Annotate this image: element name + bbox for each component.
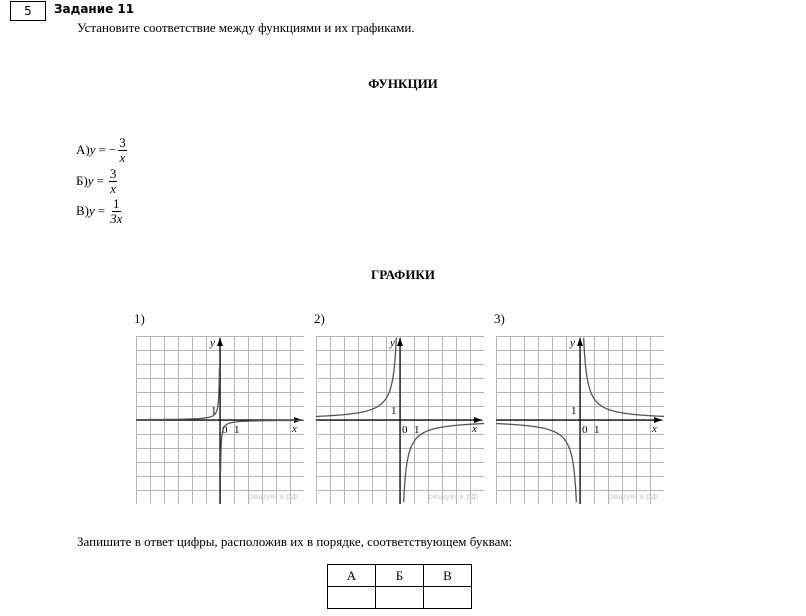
answer-cell-c[interactable] bbox=[424, 587, 472, 609]
function-fraction bbox=[110, 197, 122, 226]
graph-2 bbox=[316, 336, 484, 504]
function-lhs: y bbox=[89, 203, 95, 218]
function-label: А) bbox=[76, 142, 90, 157]
fraction-denominator: x bbox=[110, 180, 117, 196]
task-instruction: Установите соответствие между функциями и их графиками. bbox=[77, 20, 415, 35]
answer-table bbox=[327, 564, 472, 609]
x-axis-label: x bbox=[472, 423, 477, 435]
graph-1 bbox=[136, 336, 304, 504]
y-axis-arrow bbox=[217, 338, 223, 346]
y-axis-label: y bbox=[210, 337, 215, 349]
function-fraction bbox=[109, 167, 118, 196]
y-unit-label: 1 bbox=[571, 405, 577, 417]
graph-1-label: 1) bbox=[134, 311, 145, 326]
task-number-box: 5 bbox=[10, 1, 46, 21]
fraction-denominator: 3x bbox=[110, 210, 123, 226]
origin-label: 0 bbox=[402, 424, 408, 436]
fraction-denominator: x bbox=[119, 149, 126, 165]
y-axis-arrow bbox=[577, 338, 583, 346]
x-axis-label: x bbox=[292, 423, 297, 435]
x-unit-label: 1 bbox=[414, 424, 420, 436]
answer-header-c: В bbox=[424, 565, 472, 587]
function-c: В) y = $\frac{1}{3x}$ bbox=[76, 195, 123, 226]
fraction-numerator: 3 bbox=[109, 165, 117, 181]
function-fraction bbox=[118, 136, 127, 165]
graph-3 bbox=[496, 336, 664, 504]
x-unit-label: 1 bbox=[234, 424, 240, 436]
y-unit-label: 1 bbox=[391, 405, 397, 417]
y-unit-label: 1 bbox=[211, 405, 217, 417]
origin-label: 0 bbox=[222, 424, 228, 436]
function-sign: − bbox=[108, 142, 117, 157]
function-a: А) y = − $\frac{3}{x}$ bbox=[76, 134, 126, 165]
y-axis-label: y bbox=[570, 337, 575, 349]
fraction-numerator: 1 bbox=[113, 195, 120, 211]
graph-3-label: 3) bbox=[494, 311, 505, 326]
answer-prompt: Запишите в ответ цифры, расположив их в порядке, соответствующем буквам: bbox=[77, 534, 513, 549]
answer-header-b: Б bbox=[376, 565, 424, 587]
answer-cell-b[interactable] bbox=[376, 587, 424, 609]
x-unit-label: 1 bbox=[594, 424, 600, 436]
x-axis-label: x bbox=[652, 423, 657, 435]
answer-header-a: А bbox=[328, 565, 376, 587]
function-label: В) bbox=[76, 203, 89, 218]
answer-cell-a[interactable] bbox=[328, 587, 376, 609]
function-lhs: y bbox=[87, 173, 94, 188]
hyperbola-branch-1 bbox=[316, 338, 396, 417]
function-lhs: y bbox=[89, 142, 96, 157]
hyperbola-branch-2 bbox=[584, 338, 664, 417]
function-b: Б) y = $\frac{3}{x}$ bbox=[76, 165, 117, 196]
functions-heading: ФУНКЦИИ bbox=[368, 76, 438, 91]
graph-2-label: 2) bbox=[314, 311, 325, 326]
watermark: решуегэ.рф bbox=[247, 492, 298, 501]
fraction-numerator: 3 bbox=[119, 134, 126, 150]
task-title: Задание 11 bbox=[54, 2, 135, 16]
watermark: решуегэ.рф bbox=[427, 492, 478, 501]
graphs-heading: ГРАФИКИ bbox=[371, 267, 435, 282]
function-label: Б) bbox=[76, 173, 88, 188]
y-axis-arrow bbox=[397, 338, 403, 346]
origin-label: 0 bbox=[582, 424, 588, 436]
watermark: решуегэ.рф bbox=[607, 492, 658, 501]
y-axis-label: y bbox=[390, 337, 395, 349]
